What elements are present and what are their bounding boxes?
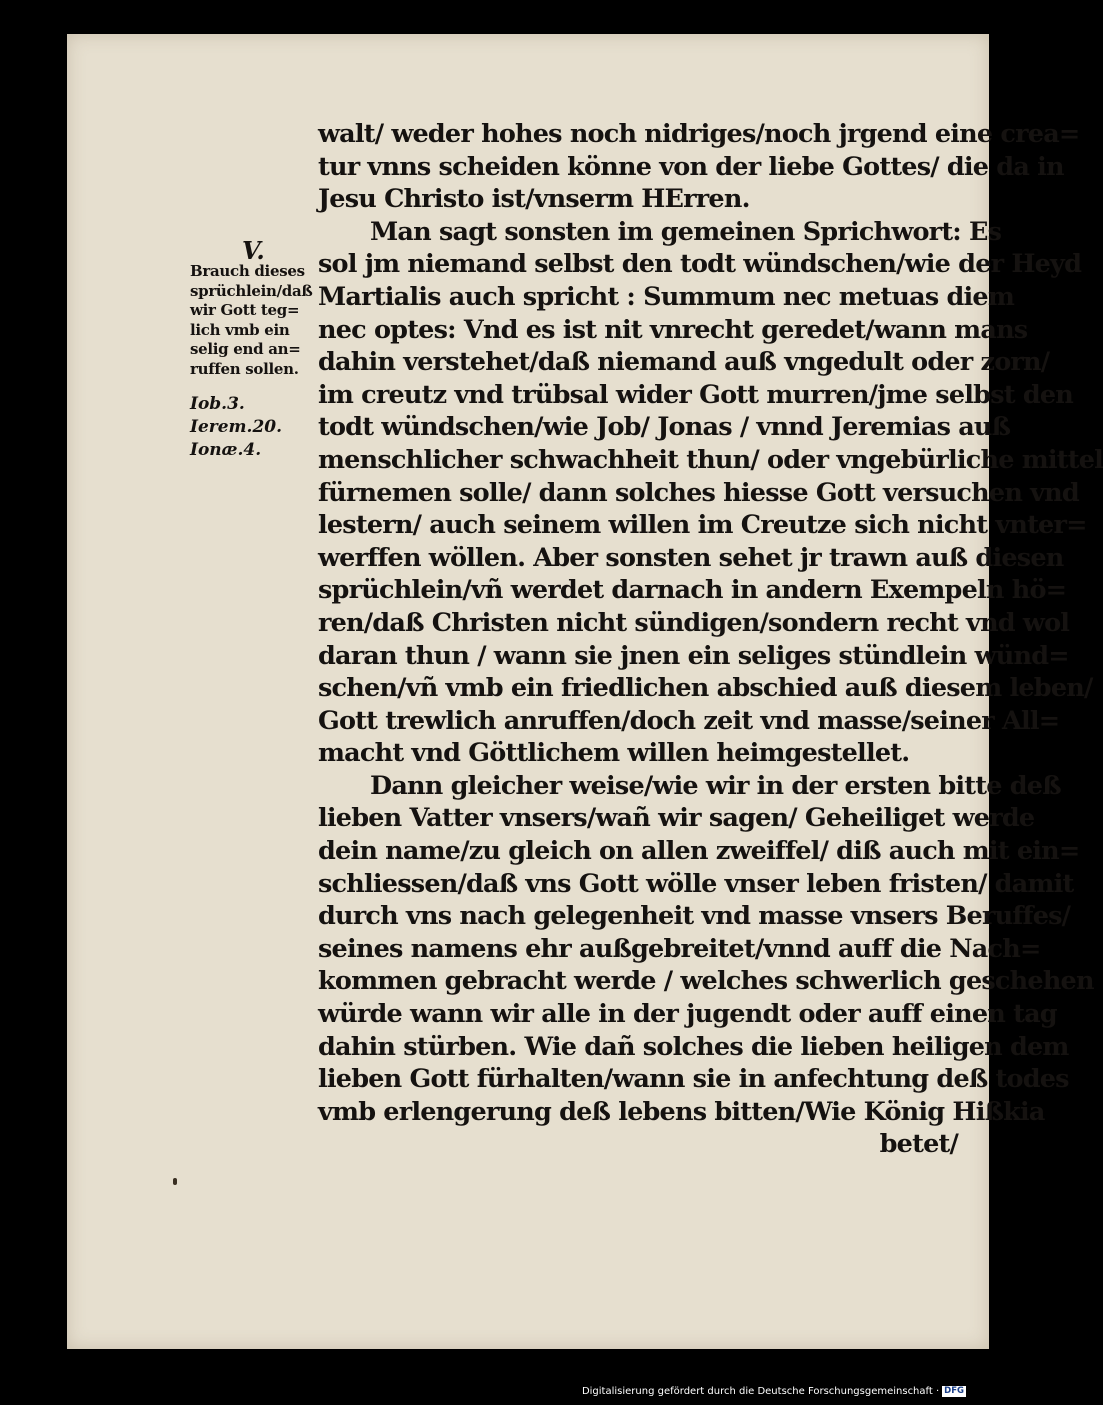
text-line: im creutz vnd trübsal wider Gott murren/jme selbst den [318,379,1074,410]
main-text-block [318,118,1103,1161]
credit-text: Digitalisierung gefördert durch die Deutsche Forschungsgemeinschaft · [581,1386,940,1397]
text-line: ren/daß Christen nicht sündigen/sondern recht vnd wol [318,607,1070,638]
text-line: dein name/zu gleich on allen zweiffel/ diß auch mit ein= [318,836,1080,867]
text-line: durch vns nach gelegenheit vnd masse vnsers Beruffes/ [318,901,1071,932]
margin-note-line: Brauch dieses [190,262,305,280]
text-line: tur vnns scheiden könne von der liebe Gottes/ die da in [318,151,1064,182]
text-line: sprüchlein/vñ werdet darnach in andern Exempeln hö= [318,575,1067,606]
text-line: walt/ weder hohes noch nidriges/noch jrgend eine crea= [318,119,1080,149]
text-line: Man sagt sonsten im gemeinen Sprichwort: Es [370,216,1002,247]
text-line: dahin stürben. Wie dañ solches die lieben heiligen dem [318,1031,1069,1062]
text-line: sol jm niemand selbst den todt wündschen/wie der Heyd [318,249,1082,280]
margin-reference: Ionæ.4. [190,440,262,460]
margin-numeral: V. [242,236,265,265]
text-line: Gott trewlich anruffen/doch zeit vnd masse/seiner All= [318,705,1060,736]
text-line: werffen wöllen. Aber sonsten sehet jr trawn auß diesen [318,542,1064,573]
margin-note-line: sprüchlein/daß [190,281,313,300]
text-line: schliessen/daß vns Gott wölle vnser leben fristen/ damit [318,868,1074,899]
margin-reference: Ierem.20. [190,417,283,437]
text-line: würde wann wir alle in der jugendt oder auff einen tag [318,999,1057,1030]
margin-note-line: wir Gott teg= [190,301,300,319]
text-line: fürnemen solle/ dann solches hiesse Gott versuchen vnd [318,477,1079,508]
text-line: Dann gleicher weise/wie wir in der ersten bitte deß [370,770,1061,801]
digitization-credit [582,1386,966,1397]
text-line: daran thun / wann sie jnen ein seliges stündlein wünd= [318,640,1069,671]
text-line: schen/vñ vmb ein friedlichen abschied auß diesem leben/ [318,673,1093,704]
margin-note-line: lich vmb ein [190,320,290,339]
margin-references [190,393,320,462]
text-line: lestern/ auch seinem willen im Creutze sich nicht vnter= [318,510,1087,541]
text-line: macht vnd Göttlichem willen heimgestellet. [318,738,910,769]
text-line: lieben Gott fürhalten/wann sie in anfechtung deß todes [318,1064,1069,1095]
text-line: dahin verstehet/daß niemand auß vngedult oder zorn/ [318,347,1050,378]
text-line: Jesu Christo ist/vnserm HErren. [318,184,750,215]
text-line: betet/ [879,1129,958,1160]
text-line: lieben Vatter vnsers/wañ wir sagen/ Geheiliget werde [318,803,1035,834]
dfg-logo: DFG [944,1386,964,1396]
text-line: vmb erlengerung deß lebens bitten/Wie König Hißkia [318,1096,1045,1127]
scanned-page [67,34,1103,1349]
text-line: nec optes: Vnd es ist nit vnrecht geredet/wann mans [318,314,1028,345]
margin-note-line: selig end an= [190,340,301,358]
text-line: seines namens ehr außgebreitet/vnnd auff die Nach= [318,933,1041,964]
margin-reference: Iob.3. [190,394,245,414]
text-line: todt wündschen/wie Job/ Jonas / vnnd Jeremias auß [318,412,1011,443]
text-line: Martialis auch spricht : Summum nec metuas diem [318,281,1014,312]
text-line: kommen gebracht werde / welches schwerlich geschehen [318,966,1094,997]
margin-note-line: ruffen sollen. [190,359,299,378]
margin-note [190,236,320,462]
margin-note-lines [190,262,320,379]
text-line: menschlicher schwachheit thun/ oder vngebürliche mittel [318,444,1103,475]
ink-speck [173,1178,177,1185]
